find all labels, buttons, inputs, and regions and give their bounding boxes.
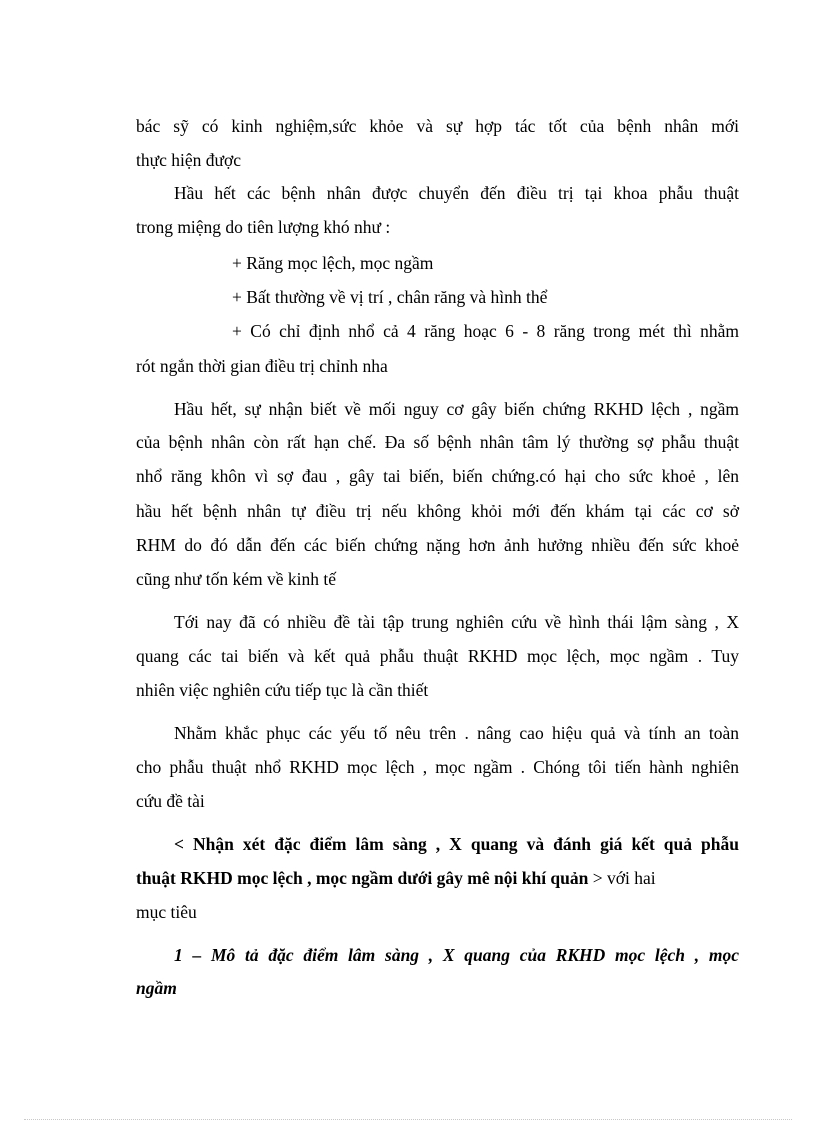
page-bottom-rule — [24, 1119, 792, 1120]
paragraph-line: nhổ răng khôn vì sợ đau , gây tai biến, biến chứng.có hại cho sức khoẻ , lên — [136, 466, 739, 486]
paragraph-line: quang các tai biến và kết quả phẫu thuật RKHD mọc lệch, mọc ngầm . Tuy — [136, 646, 739, 666]
paragraph-line: Nhằm khắc phục các yếu tố nêu trên . nâng cao hiệu quả và tính an toàn — [174, 723, 739, 743]
paragraph-line: rót ngắn thời gian điều trị chỉnh nha — [136, 356, 388, 376]
paragraph-line: thực hiện được — [136, 150, 241, 170]
paragraph-line: cứu đề tài — [136, 791, 205, 811]
objective-heading: ngầm — [136, 978, 177, 998]
paragraph-line: nhiên việc nghiên cứu tiếp tục là cần thiết — [136, 680, 429, 700]
paragraph-line: trong miệng do tiên lượng khó như : — [136, 217, 391, 237]
paragraph-line: mục tiêu — [136, 902, 197, 922]
paragraph-line: của bệnh nhân còn rất hạn chế. Đa số bệnh nhân tâm lý thường sợ phẫu thuật — [136, 432, 739, 452]
paragraph-line: bác sỹ có kinh nghiệm,sức khỏe và sự hợp tác tốt của bệnh nhân mới — [136, 116, 739, 136]
paragraph-line: cho phẫu thuật nhổ RKHD mọc lệch , mọc ngầm . Chóng tôi tiến hành nghiên — [136, 757, 739, 777]
list-item: + Bất thường về vị trí , chân răng và hình thể — [232, 287, 548, 307]
study-title-line-2 — [136, 867, 739, 889]
paragraph-line: Hầu hết các bệnh nhân được chuyển đến điều trị tại khoa phẫu thuật — [174, 183, 739, 203]
paragraph-line: hầu hết bệnh nhân tự điều trị nếu không khỏi mới đến khám tại các cơ sở — [136, 501, 739, 521]
study-title-text: thuật RKHD mọc lệch , mọc ngầm dưới gây mê nội khí quản — [136, 868, 589, 888]
paragraph-line: Hầu hết, sự nhận biết về mối nguy cơ gây biến chứng RKHD lệch , ngầm — [174, 399, 739, 419]
study-title-line: < Nhận xét đặc điểm lâm sàng , X quang và đánh giá kết quả phẫu — [174, 834, 739, 854]
paragraph-line: cũng như tốn kém về kinh tế — [136, 569, 337, 589]
paragraph-line: Tới nay đã có nhiều đề tài tập trung nghiên cứu về hình thái lậm sàng , X — [174, 612, 739, 632]
paragraph-line: RHM do đó dẫn đến các biến chứng nặng hơn ảnh hưởng nhiều đến sức khoẻ — [136, 535, 739, 555]
study-title-suffix: > với hai — [592, 868, 656, 888]
list-item: + Răng mọc lệch, mọc ngầm — [232, 253, 434, 273]
objective-heading: 1 – Mô tả đặc điểm lâm sàng , X quang của RKHD mọc lệch , mọc — [174, 945, 739, 965]
list-item: + Có chỉ định nhổ cả 4 răng hoạc 6 - 8 răng trong mét thì nhằm — [232, 321, 739, 341]
